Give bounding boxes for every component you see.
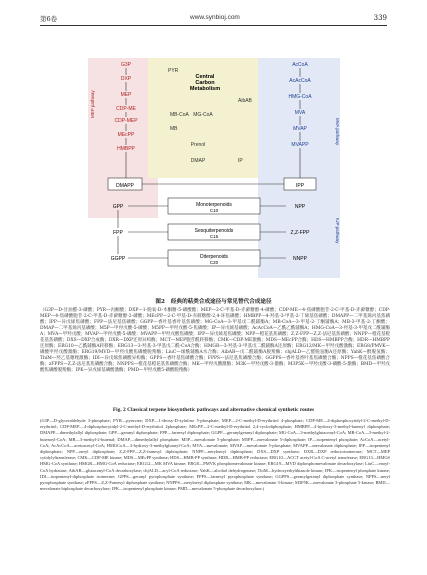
svg-text:MB: MB	[170, 126, 178, 132]
svg-text:MVA: MVA	[294, 110, 306, 116]
svg-text:AibAB: AibAB	[238, 98, 252, 104]
figure-title-en: Classical terpene biosynthetic pathways and alternative chemical synthetic routes	[127, 407, 315, 413]
svg-text:G3P: G3P	[120, 62, 132, 68]
svg-text:Monoterpenoids: Monoterpenoids	[196, 202, 232, 208]
dmapp-label: DMAPP	[116, 183, 134, 189]
svg-text:Diterpenoids: Diterpenoids	[199, 254, 229, 260]
pathway-figure	[88, 58, 340, 278]
svg-text:MB-CoA: MB-CoA	[170, 112, 189, 118]
svg-text:Carbon: Carbon	[195, 80, 215, 86]
svg-text:NNPP: NNPP	[293, 256, 307, 262]
figure-notes-en: (G3P—D-glyceraldehyde 3-phosphate; PYR—pyruvate; DXP—1-deoxy-D-xylulose 5-phosphate; MEP—2-C-methyl-D-erythritol 4-phosphate; CDP-ME—4-diphosphocytidyl-2-C-methyl-D-erythritol; CDP-MEP—4-diphosphocytidyl-2-C-methyl-D-erythritol 2phosphate; MEcPP—2-C-methyl-D-erythritol 2,4-cyclodiphosphate; HMBPP—4-hydroxy-3-methyl-butenyl diphosphate; DMAPP—dimethylallyl diphosphate; GPP—geranyl diphosphate; FPP—farnesyl diphosphate; GGPP—geranylgeranyl diphosphate; MG-CoA—3-methylglutaconyl-CoA; MB-CoA—3-methyl-2-butenoyl-CoA; MB—3-methyl-2-butenal; DMAP—dimethylallyl phosphate; M5P—mevalonate 5-phosphate; M5PP—mevalonate 5-diphosphate; IP—isopentenyl phosphate; AcCoA—acetyl-CoA; AcAcCoA—acetoacetyl-CoA; HMGCoA—3-hydroxy-3-methylglutaryl-CoA; MVA—mevalonate; MVAP—mevalonate 5-phosphate; MVAPP—mevalonate diphosphate; IPP—isopentenyl diphosphate; NPP—neryl diphosphate; Z,Z-FPP—Z,Z-farnesyl diphosphate; NNPP—nerylneryl diphosphate; DXS—DXP synthase; DXR—DXP reductoisomerase; MCT—MEP cytidylyltransferase; CMK—CDP-ME kinase; MDS—MEcPP synthase; HDS—HMB-PP synthase; HDR—HMB-PP reductase; ERG10—ACCT acetyl-CoA C-acetyl transferase; ERG13—HMGS HMG-CoA synthase; HMGR—HMG-CoA reductase; ERG12—MK MVA kinase; ERG8—PMVK phosphomevalonate kinase; ERG19—MVD diphosphomevalonate decarboxylase; LiuC—enoyl-CoA hydratase; AibAB—glutaconyl-CoA decarboxylase; chjALD—acyl-CoA reductase; YahK—alcohol dehydrogenase; ThiM—hydroxyethylthiazole kinase; IPK—isopentenyl phosphate kinase; IDI—isopentenyl-diphosphate isomerase; GPPS—geranyl pyrophosphate synthase; FPPS—farnesyl pyrophosphate synthase; GGPPS—geranylgeranyl diphosphate synthase; NPPS—neryl pyrophosphate synthase; zFPPS—Z,Z-Farnesyl diphosphate synthase; NNPPS—nerylneryl diphosphate synthase; MK—mevalonate 3-kinase; M3P5K—mevalonate 3-phosphate 5-kinase; BMD—mevalonate biphosphate decarboxylase; IPK—isopentenyl phosphate kinase; PMD—mevalonate 5-phosphate decarboxylase.)	[40, 418, 390, 492]
svg-text:CDP-ME: CDP-ME	[116, 106, 136, 112]
svg-text:GPP: GPP	[112, 204, 124, 210]
svg-text:C15: C15	[209, 234, 219, 239]
figure-caption-en	[0, 407, 427, 413]
mva-side-label: MVA pathway	[335, 118, 340, 146]
svg-text:DMAP: DMAP	[190, 158, 206, 164]
svg-text:GGPP: GGPP	[110, 256, 126, 262]
svg-text:NPP: NPP	[294, 204, 306, 210]
volume-label: 第6卷	[40, 15, 58, 23]
svg-text:HMBPP: HMBPP	[117, 146, 135, 152]
mva-region	[258, 58, 340, 278]
svg-text:Prenol: Prenol	[190, 142, 206, 148]
svg-text:MG-CoA: MG-CoA	[193, 112, 213, 118]
iup-side-label: IUP pathway	[335, 218, 340, 244]
svg-text:HMG-CoA: HMG-CoA	[288, 94, 312, 100]
pathway-diagram	[88, 58, 340, 278]
center-label: Central	[195, 74, 215, 80]
figure-number-en: Fig. 2	[112, 407, 126, 413]
svg-text:DXP: DXP	[120, 76, 132, 82]
svg-text:MVAPP: MVAPP	[291, 142, 309, 148]
svg-text:PYR: PYR	[168, 68, 179, 74]
mep-region	[88, 58, 158, 218]
figure-title-cn: 经典的萜类合成途径与常见替代合成途径	[170, 299, 272, 305]
ipp-label: IPP	[295, 183, 305, 189]
svg-text:C10: C10	[209, 208, 219, 213]
svg-text:C20: C20	[209, 260, 219, 265]
header-rule	[40, 25, 387, 26]
svg-text:FPP: FPP	[113, 230, 123, 236]
figure-caption-cn	[0, 297, 427, 305]
svg-text:MEP: MEP	[120, 92, 132, 98]
svg-text:AcAcCoA: AcAcCoA	[289, 78, 311, 84]
figure-notes-cn: （G3P—D-甘油醛-3-磷酸；PYR—丙酮酸；DXP—1-脱氧-D-木酮糖-5-磷酸酯；MEP—2-C-甲基-D-赤藓糖醇-4-磷酸；CDP-ME—4-焦磷酸胞苷-2-C-甲基-D-赤藓糖醇；CDP-MEP—4-焦磷酸胞苷-2-C-甲基-D-赤藓糖醇-2-磷酸；MEcPP—2-C-甲基-D-赤藓糖醇-2,4-环焦磷酸；HMBPP—4-羟基-3-甲基-2-丁烯基焦磷酸；DMAPP—二甲基烯丙基焦磷酸；IPP—异戊烯焦磷酸；FPP—法尼基焦磷酸；GGPP—香叶基香叶基焦磷酸；MG-CoA—3-甲基戊二酰辅酶A；MB-CoA—3-甲基-2-丁酮辅酶A；MB-3-甲基-2-丁酮酸；DMAP—二甲基烯丙基磷酸；M5P—甲羟戊酸-5-磷酸；M5PP—甲羟戊酸-5-焦磷酸；IP—异戊烯基磷酸；AcAcCoA—乙酰乙酰辅酶A；HMG-CoA—3-羟基-3-甲基戊二酰辅酶A；MVA—甲羟戊酸；MVAP—甲羟戊酸-5-磷酸；MVAPP—甲羟戊酸焦磷酸；IPP—异戊烯基焦磷酸；NPP—橙花基焦磷酸；Z,Z-FPP—Z,Z-法尼基焦磷酸；NNPP—橙花基橙花基焦磷酸；DXS—DXP合成酶；DXR—DXP还原异构酶；MCT—MEP胞苷酰转移酶；CMK—CDP-ME激酶；MDS—MEcPP合酶；HDS—HMBPP合酶；HDR—HMBPP还原酶；ERG10—乙酰辅酶A转移酶；ERG13—3-羟基-3-甲基戊二酰-CoA合酶；HMGR—3-羟基-3-甲基戊二酰辅酶A还原酶；ERG12/MK—甲羟戊酸激酶；ERG8/PMVK—磷酸甲羟戊酸激酶；ERG19/MVD—甲羟戊酸焦磷酸脱羧酶；LiuC—烯酰辅酶A水合酶；AibAB—戊二酰辅酶A脱羧酶；chjALD—乙醛脱氢酶A还原酶；YahK—醇脱氢酶；ThiM—羟乙基噻唑激酶；IDI—异戊烯焦磷酸异构酶；GPPS—香叶基焦磷酸合酶；FPPS—法尼基焦磷酸合酶；GGPPS—香叶基香叶基焦磷酸合酶；NPPS—橙花基焦磷酸合酶；zFPPS—Z,Z-法尼基焦磷酸合酶；NNPPS—橙花基橙花基焦磷酸合酶；MK—甲羟戊酸激酶；M3K—甲羟戊酸-3-激酶；M3P5K—甲羟戊酸-3-磷酸-5-激酶；BMD—甲羟戊酸焦磷酸脱羧酶；IPK—异戊烯基磷酸激酶；PMD—甲羟戊酸5-磷酸脱羧酶）	[40, 308, 390, 373]
svg-text:Sesquiterpenoids: Sesquiterpenoids	[194, 228, 234, 234]
mep-side-label: MEP pathway	[90, 90, 95, 118]
page-number: 339	[373, 14, 387, 22]
figure-number-cn: 图2	[155, 299, 165, 305]
svg-text:CDP-MEP: CDP-MEP	[114, 118, 138, 124]
svg-text:MEcPP: MEcPP	[117, 132, 135, 138]
product-boxes	[168, 198, 260, 266]
journal-url[interactable]: www.synbioj.com	[190, 14, 240, 21]
svg-text:Metabolism: Metabolism	[189, 86, 221, 92]
svg-text:IP: IP	[238, 158, 243, 164]
svg-text:AcCoA: AcCoA	[292, 62, 308, 68]
svg-text:MVAP: MVAP	[293, 126, 307, 132]
svg-text:Z,Z-FPP: Z,Z-FPP	[290, 230, 310, 236]
